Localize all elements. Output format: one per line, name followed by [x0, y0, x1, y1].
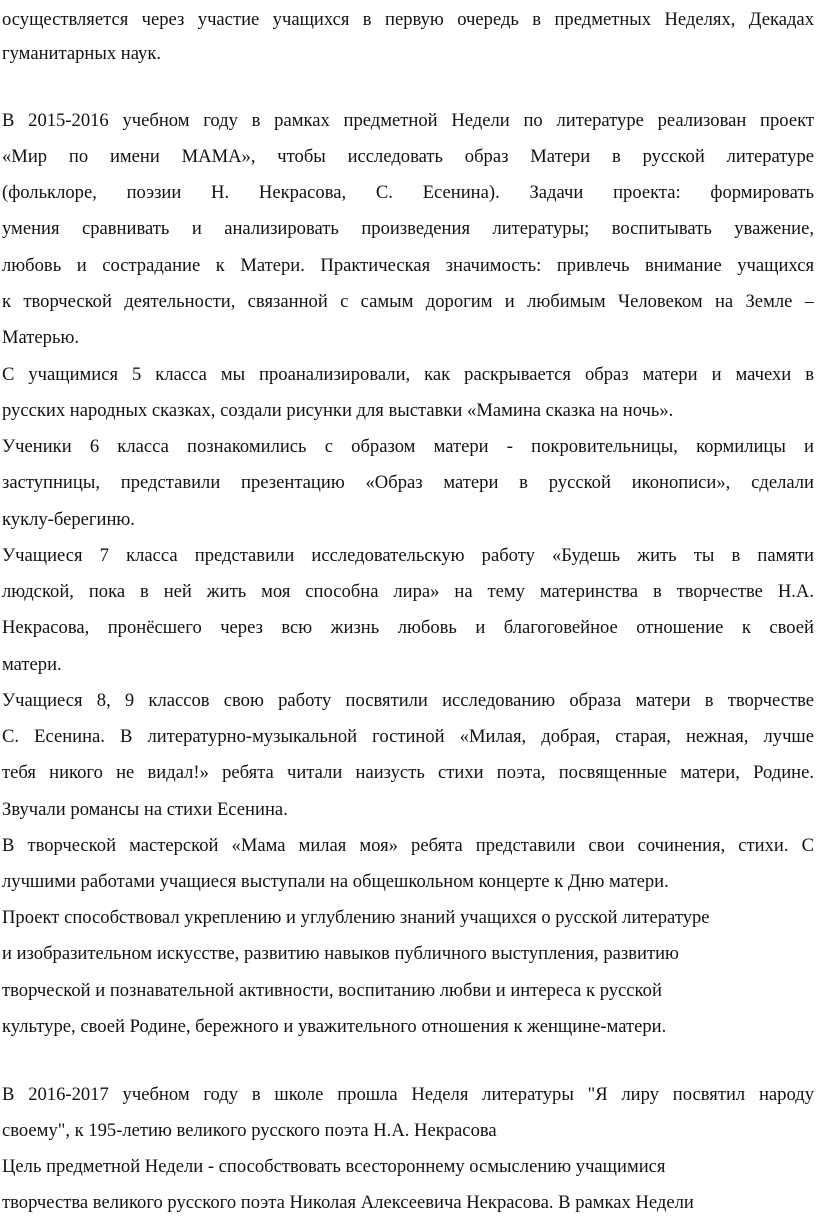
text-line: и изобразительном искусстве, развитию навыков публичного выступления, развитию	[2, 943, 679, 964]
text-line: заступницы, представили презентацию «Образ матери в русской иконописи», сделали	[2, 472, 814, 493]
text-line: Проект способствовал укреплению и углублению знаний учащихся о русской литературе	[2, 907, 710, 928]
text-line: матери.	[2, 654, 62, 675]
text-line: гуманитарных наук.	[2, 43, 161, 64]
text-line: С учащимися 5 класса мы проанализировали, как раскрывается образ матери и мачехи в	[2, 364, 814, 385]
text-line: Некрасова, пронёсшего через всю жизнь любовь и благоговейное отношение к своей	[2, 617, 814, 638]
text-line: культуре, своей Родине, бережного и уважительного отношения к женщине-матери.	[2, 1016, 667, 1037]
text-line: Учащиеся 7 класса представили исследовательскую работу «Будешь жить ты в памяти	[2, 545, 814, 566]
text-line: тебя никого не видал!» ребята читали наизусть стихи поэта, посвященные матери, Родине.	[2, 762, 814, 783]
text-line: любовь и сострадание к Матери. Практическая значимость: привлечь внимание учащихся	[2, 255, 814, 276]
text-line: русских народных сказках, создали рисунки для выставки «Мамина сказка на ночь».	[2, 400, 674, 421]
text-line: Ученики 6 класса познакомились с образом матери - покровительницы, кормилицы и	[2, 436, 814, 457]
text-line: осуществляется через участие учащихся в первую очередь в предметных Неделях, Декадах	[2, 9, 814, 30]
text-line: лучшими работами учащиеся выступали на общешкольном концерте к Дню матери.	[2, 871, 669, 892]
text-line: к творческой деятельности, связанной с самым дорогим и любимым Человеком на Земле –	[2, 291, 814, 312]
text-line: умения сравнивать и анализировать произведения литературы; воспитывать уважение,	[2, 218, 814, 239]
text-line: С. Есенина. В литературно-музыкальной гостиной «Милая, добрая, старая, нежная, лучше	[2, 726, 814, 747]
text-line: людской, пока в ней жить моя способна лира» на тему материнства в творчестве Н.А.	[2, 581, 814, 602]
text-line: творческой и познавательной активности, воспитанию любви и интереса к русской	[2, 980, 662, 1001]
text-line: Звучали романсы на стихи Есенина.	[2, 799, 288, 820]
text-line: В творческой мастерской «Мама милая моя» ребята представили свои сочинения, стихи. С	[2, 835, 814, 856]
text-line: В 2015-2016 учебном году в рамках предметной Недели по литературе реализован проект	[2, 110, 814, 131]
text-line: куклу-берегиню.	[2, 509, 135, 530]
text-line: Матерью.	[2, 327, 79, 348]
text-line: Цель предметной Недели - способствовать всестороннему осмыслению учащимися	[2, 1156, 666, 1177]
text-line: творчества великого русского поэта Николая Алексеевича Некрасова. В рамках Недели	[2, 1192, 694, 1213]
text-line: «Мир по имени МАМА», чтобы исследовать образ Матери в русской литературе	[2, 146, 814, 167]
text-line: своему", к 195-летию великого русского поэта Н.А. Некрасова	[2, 1120, 497, 1141]
text-line: (фольклоре, поэзии Н. Некрасова, С. Есенина). Задачи проекта: формировать	[2, 182, 814, 203]
text-line: В 2016-2017 учебном году в школе прошла Неделя литературы "Я лиру посвятил народу	[2, 1084, 814, 1105]
text-line: Учащиеся 8, 9 классов свою работу посвятили исследованию образа матери в творчестве	[2, 690, 814, 711]
